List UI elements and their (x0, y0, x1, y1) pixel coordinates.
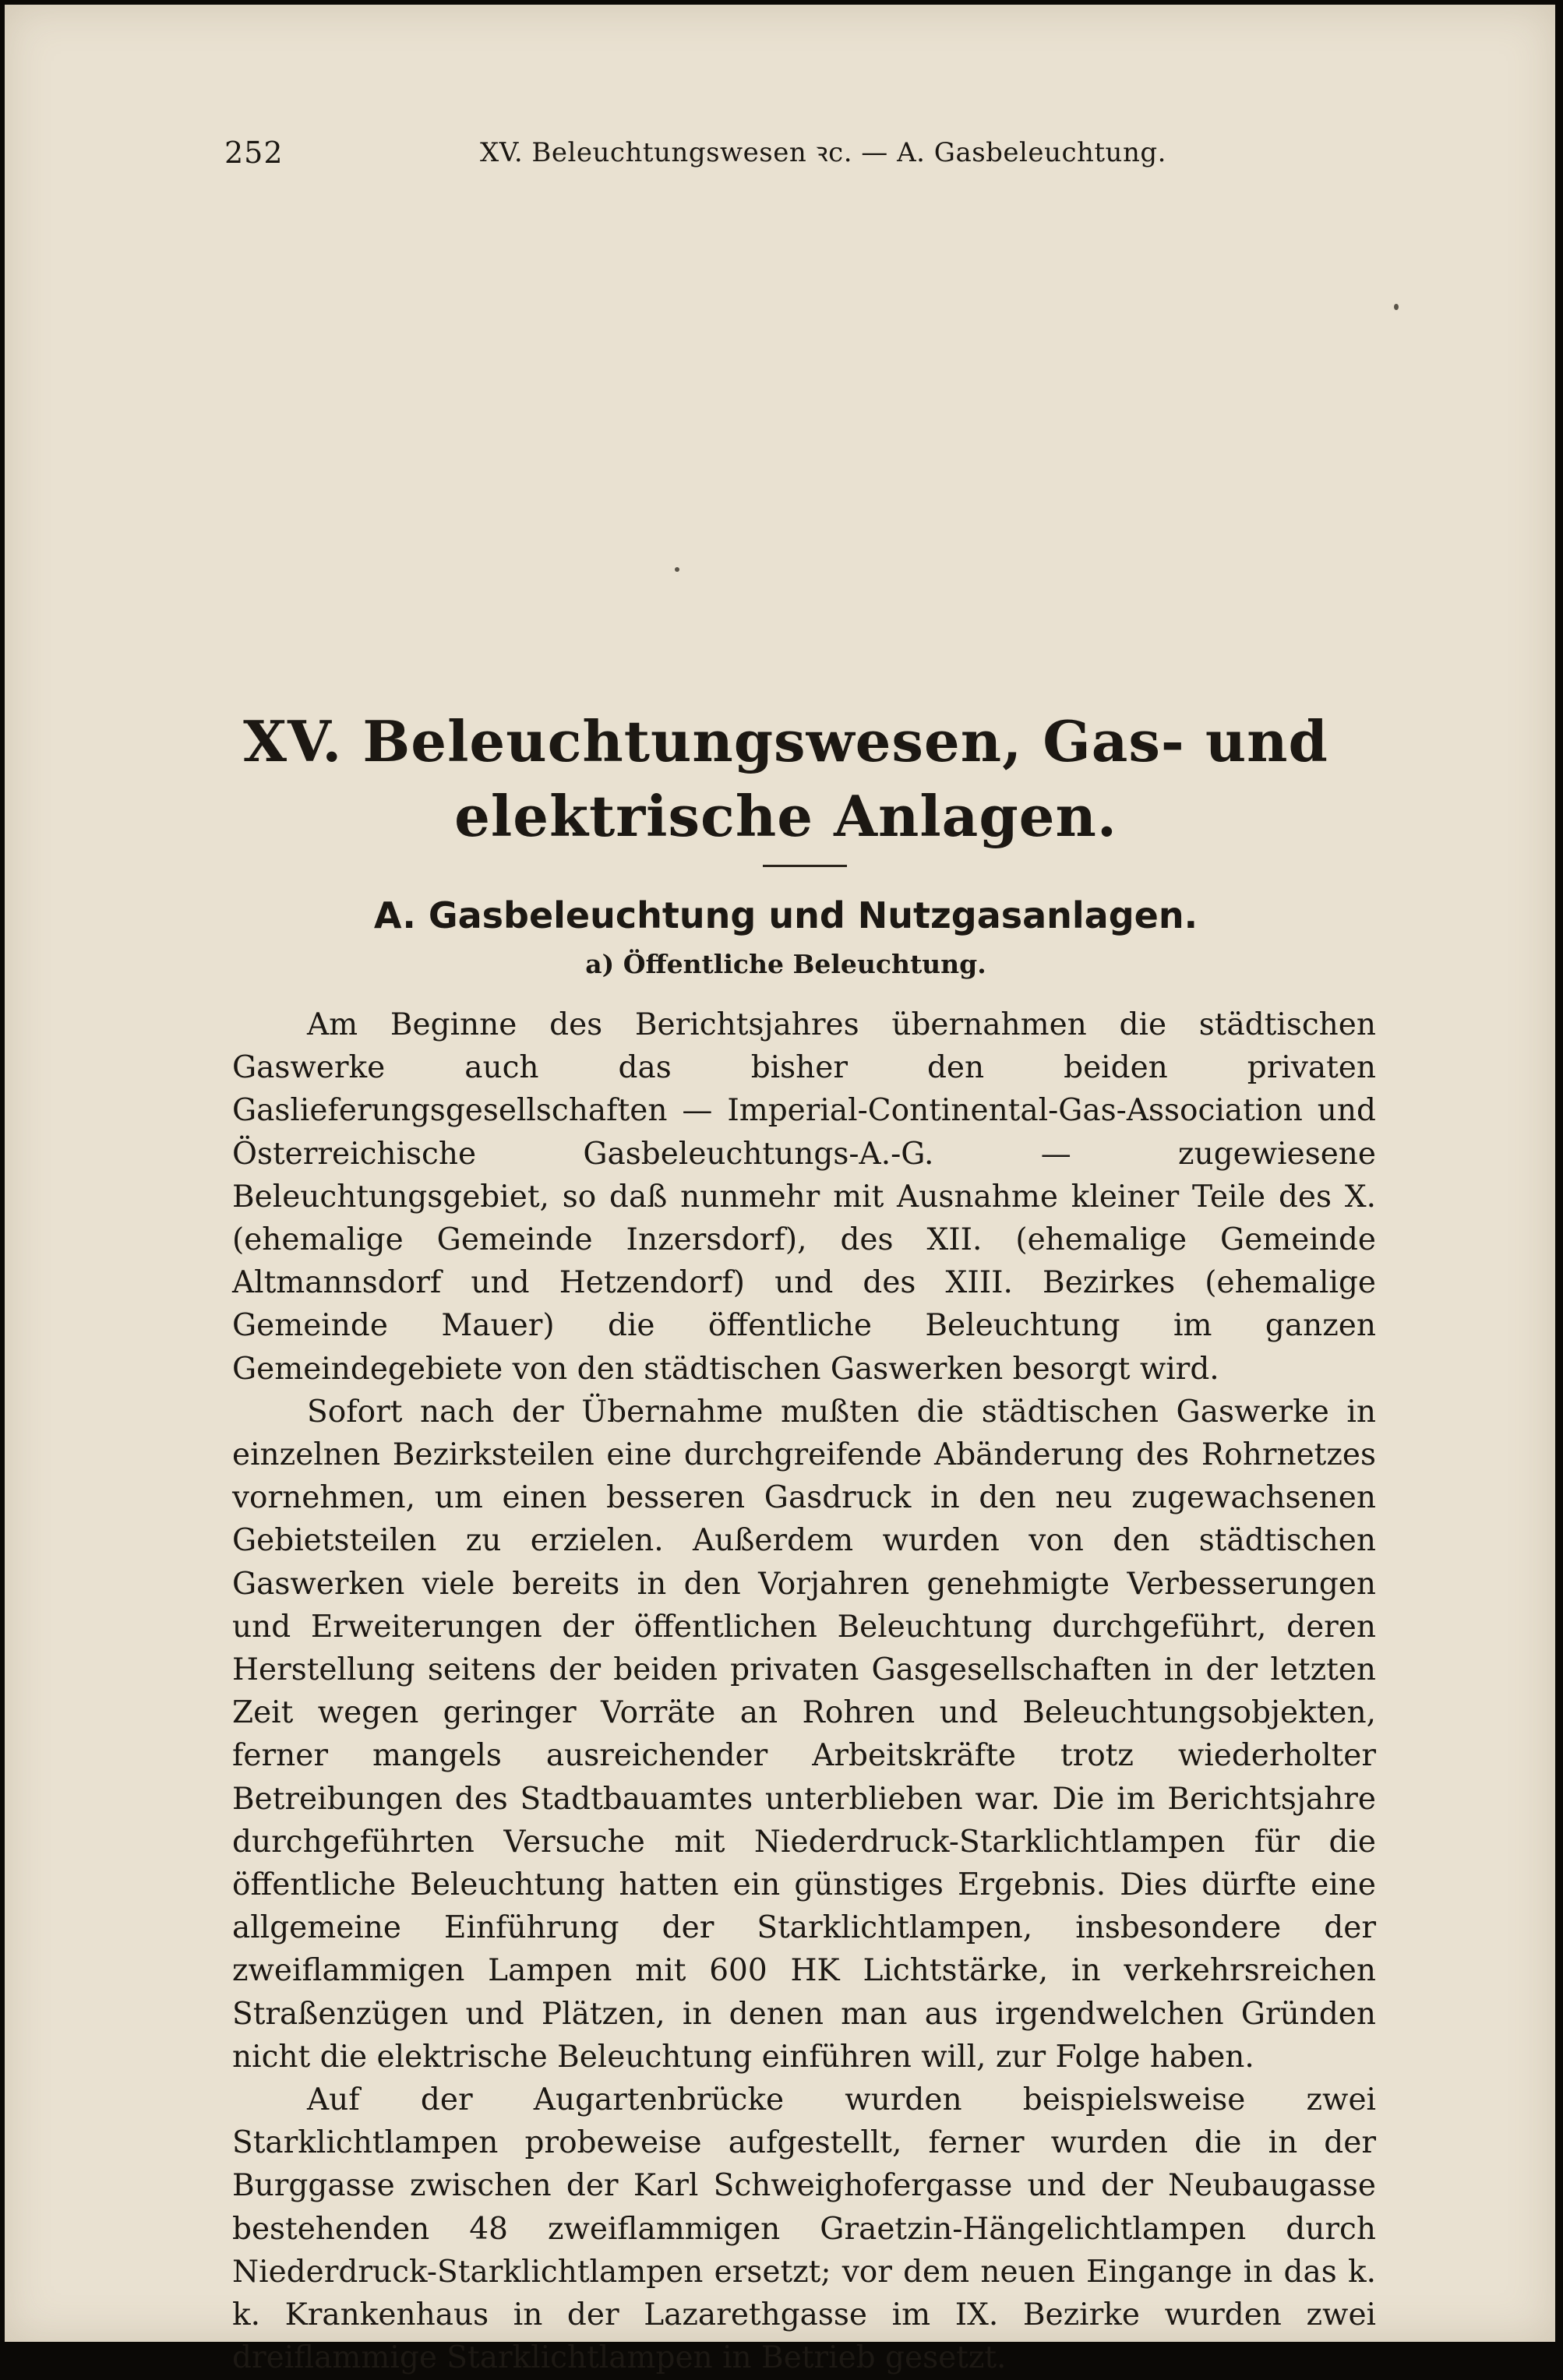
chapter-title: XV. Beleuchtungswesen, Gas- und elektrische Anlagen. (243, 708, 1328, 849)
ink-speck (1394, 304, 1399, 310)
section-heading: A. Gasbeleuchtung und Nutzgasanlagen. (373, 894, 1198, 936)
ink-speck (675, 567, 679, 572)
paragraph-2: Sofort nach der Übernahme mußten die städtischen Gaswerke in einzelnen Bezirksteilen eine durchgreifende Abänderung des Rohrnetzes vornehmen, um einen besseren Gasdruck in den neu zugewachsenen Gebietsteilen zu erzielen. Außerdem wurden von den städtischen Gaswerken viele bereits in den Vorjahren genehmigte Verbesserungen und Erweiterungen der öffentlichen Beleuchtung durchgeführt, deren Herstellung seitens der beiden privaten Gasgesellschaften in der letzten Zeit wegen geringer Vorräte an Rohren und Beleuchtungsobjekten, ferner mangels ausreichender Arbeitskräfte trotz wiederholter Betreibungen des Stadtbauamtes unterblieben war. Die im Berichtsjahre durchgeführten Versuche mit Niederdruck-Starklichtlampen für die öffentliche Beleuchtung hatten ein günstiges Ergebnis. Dies dürfte eine allgemeine Einführung der Starklichtlampen, insbesondere der zweiflammigen Lampen mit 600 HK Lichtstärke, in verkehrsreichen Straßenzügen und Plätzen, in denen man aus irgendwelchen Gründen nicht die elektrische Beleuchtung einführen will, zur Folge haben. (232, 1394, 1376, 2075)
page-number: 252 (224, 136, 284, 170)
running-head (5, 129, 1555, 176)
document-page (5, 5, 1555, 2376)
running-head-text: XV. Beleuchtungswesen ꝛc. — A. Gasbeleuchtung. (480, 137, 1166, 168)
paragraph-1: Am Beginne des Berichtsjahres übernahmen die städtischen Gaswerke auch das bisher den beiden privaten Gaslieferungsgesellschaften — Imperial-Continental-Gas-Association und Österreichische Gasbeleuchtungs-A.-G. — zugewiesene Beleuchtungsgebiet, so daß nunmehr mit Ausnahme kleiner Teile des X. (ehemalige Gemeinde Inzersdorf), des XII. (ehemalige Gemeinde Altmannsdorf und Hetzendorf) und des XIII. Bezirkes (ehemalige Gemeinde Mauer) die öffentliche Beleuchtung im ganzen Gemeindegebiete von den städtischen Gaswerken besorgt wird. (232, 1007, 1376, 1387)
body-text (232, 1003, 1376, 2380)
subsection-heading: a) Öffentliche Beleuchtung. (585, 949, 986, 979)
paragraph-3: Auf der Augartenbrücke wurden beispielsweise zwei Starklichtlampen probeweise aufgestellt, ferner wurden die in der Burggasse zwischen der Karl Schweighofergasse und der Neubaugasse bestehenden 48 zweiflammigen Graetzin-Hängelichtlampen durch Niederdruck-Starklichtlampen ersetzt; vor dem neuen Eingange in das k. k. Krankenhaus in der Lazarethgasse im IX. Bezirke wurden zwei dreiflammige Starklichtlampen in Betrieb gesetzt. (232, 2082, 1376, 2376)
title-divider (763, 865, 847, 867)
